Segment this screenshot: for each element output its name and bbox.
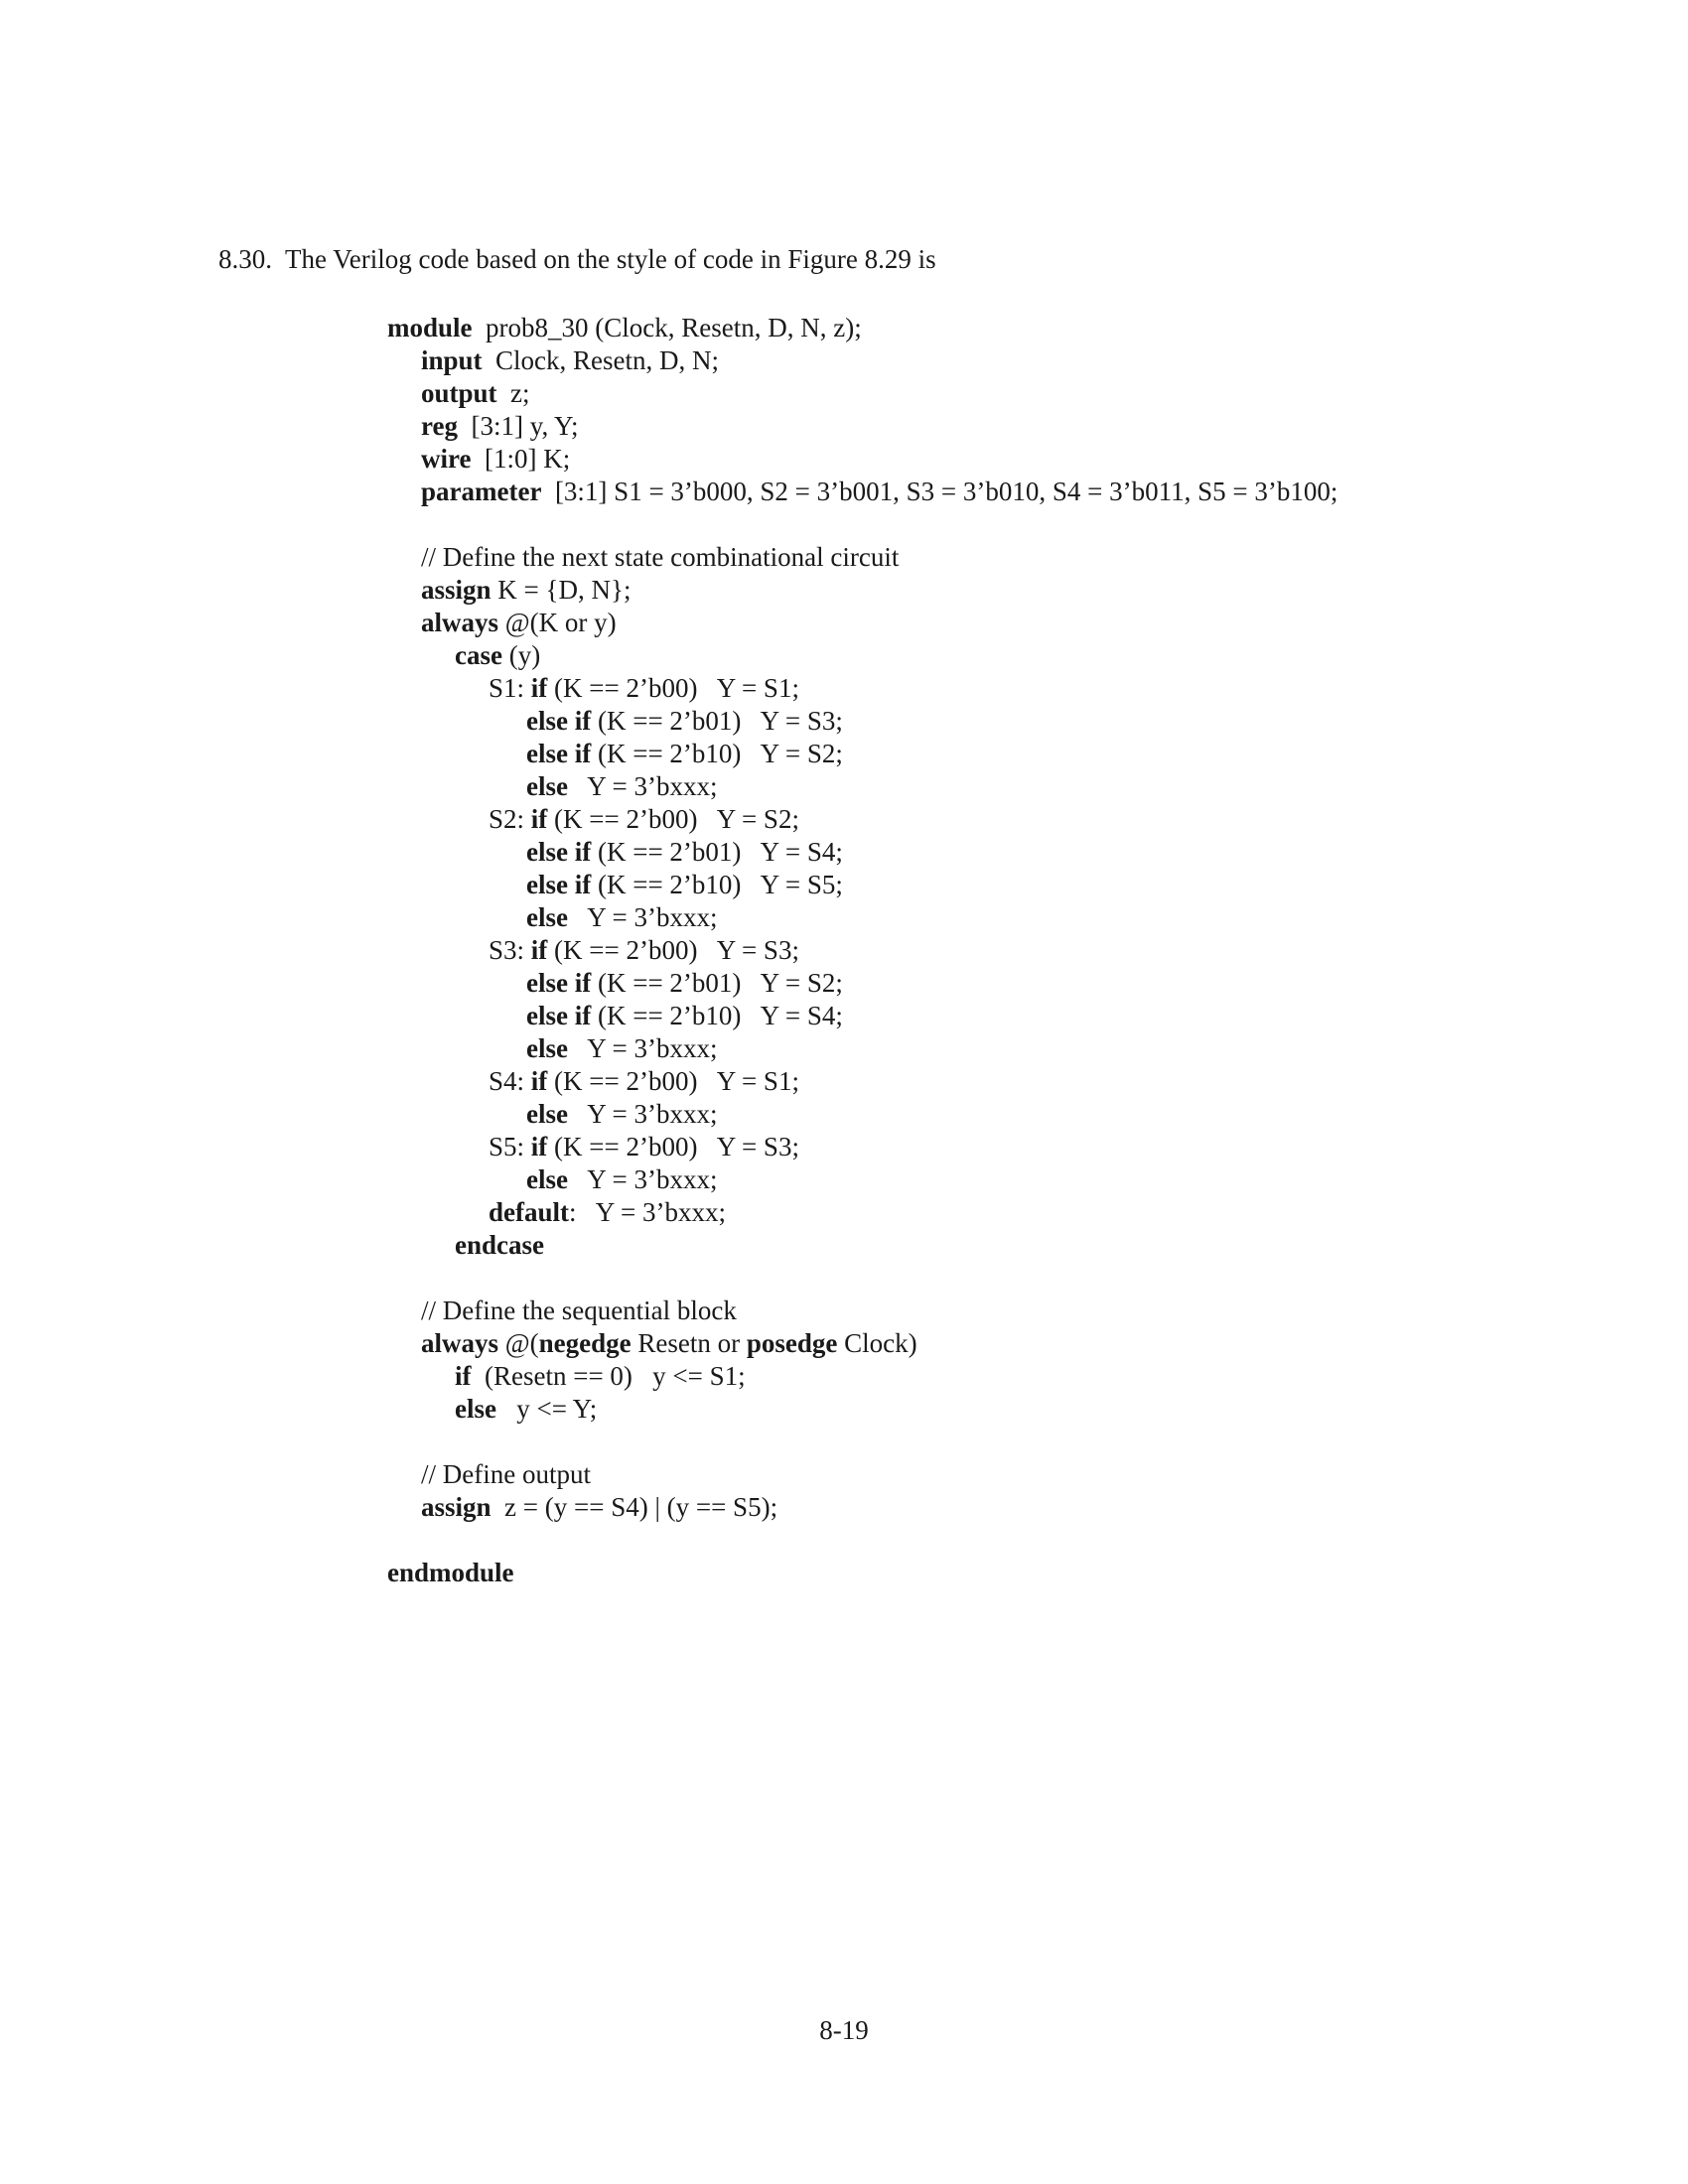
code-text: Resetn or xyxy=(631,1328,747,1358)
page-number: 8-19 xyxy=(819,2015,869,2045)
code-text: // Define output xyxy=(421,1459,591,1489)
code-line xyxy=(421,575,631,605)
code-line xyxy=(421,608,617,637)
code-keyword: else if xyxy=(526,1001,592,1030)
code-text: (Resetn == 0) y <= S1; xyxy=(471,1361,746,1391)
code-text: K = {D, N}; xyxy=(491,575,632,605)
code-line xyxy=(526,837,843,867)
code-keyword: negedge xyxy=(538,1328,632,1358)
code-keyword: else xyxy=(526,1033,568,1063)
code-line xyxy=(455,640,540,670)
code-line xyxy=(526,870,843,899)
code-keyword: if xyxy=(530,935,548,965)
code-text: (K == 2’b10) Y = S4; xyxy=(591,1001,843,1030)
code-line xyxy=(526,739,843,768)
code-line xyxy=(421,1328,917,1358)
code-line xyxy=(421,477,1337,506)
code-line xyxy=(526,1099,717,1129)
code-keyword: else if xyxy=(526,968,592,998)
code-line xyxy=(387,1558,514,1587)
code-keyword: wire xyxy=(421,444,472,474)
code-text: Y = 3’bxxx; xyxy=(567,1033,718,1063)
code-line xyxy=(387,313,862,342)
code-line xyxy=(421,1492,777,1522)
code-text: S1: xyxy=(489,673,531,703)
code-text: (K == 2’b01) Y = S4; xyxy=(591,837,843,867)
code-text: S4: xyxy=(489,1066,531,1096)
code-keyword: output xyxy=(421,378,497,408)
code-line xyxy=(526,902,717,932)
code-text: Clock, Resetn, D, N; xyxy=(482,345,720,375)
code-keyword: module xyxy=(387,313,473,342)
code-keyword: else if xyxy=(526,837,592,867)
code-text: (K == 2’b00) Y = S1; xyxy=(547,673,799,703)
code-text: S3: xyxy=(489,935,531,965)
code-keyword: else if xyxy=(526,706,592,736)
code-line xyxy=(526,1001,843,1030)
code-keyword: else if xyxy=(526,870,592,899)
code-text: @( xyxy=(498,1328,539,1358)
code-line xyxy=(421,1459,591,1489)
code-keyword: if xyxy=(530,804,548,834)
code-keyword: assign xyxy=(421,575,492,605)
code-text: Y = 3’bxxx; xyxy=(567,902,718,932)
code-text: [3:1] S1 = 3’b000, S2 = 3’b001, S3 = 3’b010, S4 = 3’b011, S5 = 3’b100; xyxy=(541,477,1338,506)
code-text: S2: xyxy=(489,804,531,834)
code-line xyxy=(489,1066,799,1096)
code-line xyxy=(526,706,843,736)
code-text: (K == 2’b00) Y = S3; xyxy=(547,1132,799,1161)
code-line xyxy=(421,1296,737,1325)
code-line xyxy=(421,542,899,572)
code-text: // Define the next state combinational circuit xyxy=(421,542,900,572)
code-line xyxy=(489,1132,799,1161)
code-text: : Y = 3’bxxx; xyxy=(569,1197,726,1227)
code-keyword: if xyxy=(455,1361,472,1391)
code-text: (K == 2’b01) Y = S3; xyxy=(591,706,843,736)
code-text: (K == 2’b00) Y = S1; xyxy=(547,1066,799,1096)
problem-heading: 8.30. The Verilog code based on the style of code in Figure 8.29 is xyxy=(218,244,936,274)
code-text: // Define the sequential block xyxy=(421,1296,737,1325)
code-keyword: endmodule xyxy=(387,1558,514,1587)
code-text: [1:0] K; xyxy=(471,444,571,474)
code-text: Y = 3’bxxx; xyxy=(567,771,718,801)
code-keyword: else xyxy=(526,1164,568,1194)
code-line xyxy=(455,1394,597,1424)
code-keyword: else xyxy=(526,771,568,801)
code-text: (K == 2’b00) Y = S2; xyxy=(547,804,799,834)
code-text: z = (y == S4) | (y == S5); xyxy=(491,1492,778,1522)
code-keyword: if xyxy=(530,673,548,703)
code-keyword: else xyxy=(455,1394,496,1424)
code-keyword: else if xyxy=(526,739,592,768)
code-keyword: default xyxy=(489,1197,569,1227)
code-line xyxy=(421,444,570,474)
code-line xyxy=(421,378,530,408)
code-keyword: input xyxy=(421,345,483,375)
code-line xyxy=(455,1230,544,1260)
code-keyword: assign xyxy=(421,1492,492,1522)
code-keyword: case xyxy=(455,640,502,670)
code-line xyxy=(526,771,717,801)
code-text: Y = 3’bxxx; xyxy=(567,1164,718,1194)
code-keyword: if xyxy=(530,1132,548,1161)
code-line xyxy=(526,968,843,998)
code-text: Y = 3’bxxx; xyxy=(567,1099,718,1129)
code-text: prob8_30 (Clock, Resetn, D, N, z); xyxy=(472,313,862,342)
code-text: (K == 2’b00) Y = S3; xyxy=(547,935,799,965)
code-keyword: posedge xyxy=(746,1328,838,1358)
code-text: z; xyxy=(496,378,530,408)
code-text: (K == 2’b10) Y = S5; xyxy=(591,870,843,899)
code-keyword: always xyxy=(421,608,499,637)
code-line xyxy=(489,804,799,834)
code-line xyxy=(526,1164,717,1194)
code-line xyxy=(421,345,719,375)
code-line xyxy=(455,1361,746,1391)
code-text: y <= Y; xyxy=(495,1394,598,1424)
code-keyword: reg xyxy=(421,411,458,441)
code-text: Clock) xyxy=(837,1328,917,1358)
code-text: [3:1] y, Y; xyxy=(457,411,579,441)
code-keyword: always xyxy=(421,1328,499,1358)
code-line xyxy=(421,411,578,441)
code-text: (y) xyxy=(501,640,541,670)
code-keyword: endcase xyxy=(455,1230,544,1260)
code-keyword: else xyxy=(526,1099,568,1129)
code-line xyxy=(489,1197,726,1227)
code-line xyxy=(489,673,799,703)
code-text: S5: xyxy=(489,1132,531,1161)
code-line xyxy=(526,1033,717,1063)
code-keyword: else xyxy=(526,902,568,932)
code-text: (K == 2’b10) Y = S2; xyxy=(591,739,843,768)
code-text: @(K or y) xyxy=(498,608,617,637)
code-text: (K == 2’b01) Y = S2; xyxy=(591,968,843,998)
code-line xyxy=(489,935,799,965)
code-keyword: parameter xyxy=(421,477,542,506)
code-keyword: if xyxy=(530,1066,548,1096)
